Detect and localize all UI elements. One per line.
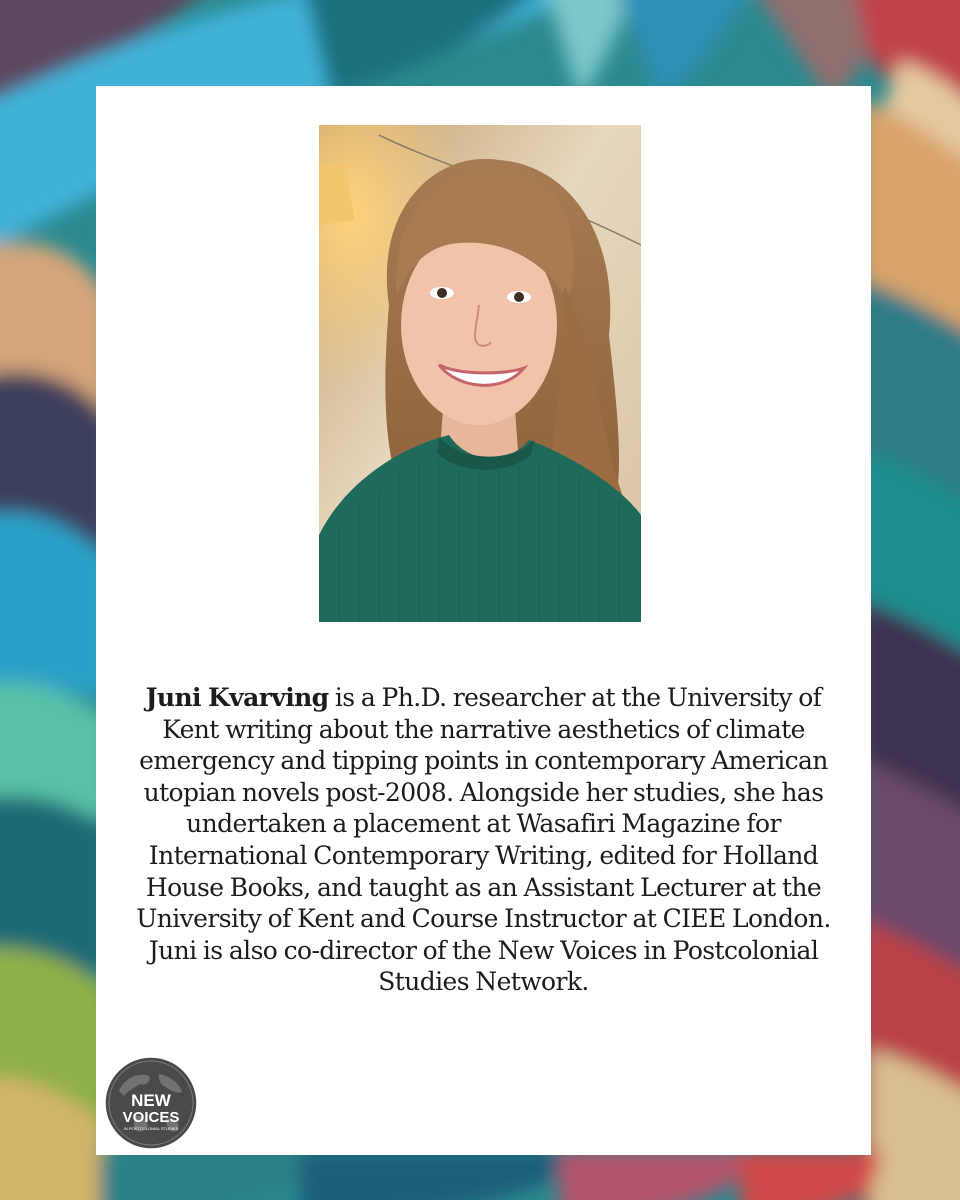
bio-text (116, 682, 851, 998)
bio-card (96, 86, 871, 1155)
logo-line2: VOICES (122, 1109, 180, 1126)
logo-line1: NEW (131, 1091, 171, 1110)
bio-body: is a Ph.D. researcher at the University of Kent writing about the narrative aesthetics of climate emergency and tipping points in contemporary American utopian novels post-2008. Alongside her studies, she has undertaken a placement at Wasafiri Magazine for International Contemporary Writing, edited for Holland House Books, and taught as an Assistant Lecturer at the University of Kent and Course Instructor at CIEE London. Juni is also co-director of the New Voices in Postcolonial Studies Network. (136, 683, 831, 997)
logo-tagline: IN POSTCOLONIAL STUDIES (123, 1126, 179, 1131)
person-name: Juni Kvarving (145, 683, 329, 712)
new-voices-logo (104, 1056, 198, 1150)
portrait-photo (319, 125, 641, 622)
